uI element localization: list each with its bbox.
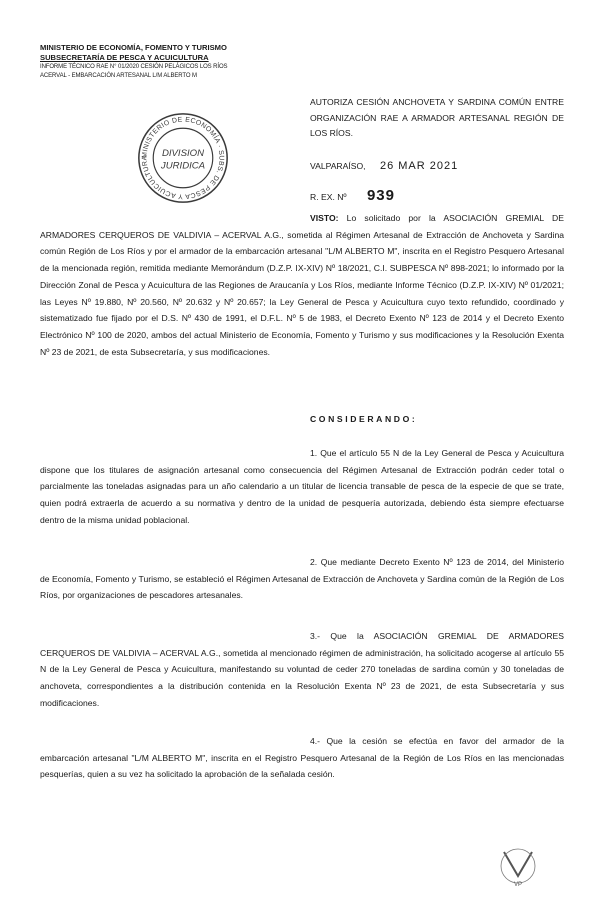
city-label: VALPARAÍSO, xyxy=(310,161,366,171)
resolution-label: R. EX. Nº xyxy=(310,192,347,202)
stamp-center-line2: JURIDICA xyxy=(160,160,206,172)
resolution-subject: AUTORIZA CESIÓN ANCHOVETA Y SARDINA COMÚN ENTRE ORGANIZACIÓN RAE A ARMADOR ARTESANAL REGIÓN DE LOS RÍOS. xyxy=(310,97,564,138)
logo-text: VP xyxy=(513,882,523,888)
subsecretaria-name: SUBSECRETARÍA DE PESCA Y ACUICULTURA xyxy=(40,53,209,62)
date-stamp: 26 MAR 2021 xyxy=(379,160,459,172)
resolution-number-line xyxy=(310,187,395,204)
considerando-item-4: 4.- Que la cesión se efectúa en favor del armador de la embarcación artesanal "L/M ALBERTO M", inscrita en el Registro Pesquero Artesanal de la Región de Los Ríos en las mencionadas pesquerías, quien a su vez ha solicitado la aprobación de la señalada cesión. xyxy=(40,736,564,780)
visto-text: Lo solicitado por la ASOCIACIÓN GREMIAL DE ARMADORES CERQUEROS DE VALDIVIA – ACERVAL A.G., sometida al Régimen Artesanal de Extracción de Anchoveta y Sardina común Región de Los Ríos y por el armador de la embarcación artesanal "L/M ALBERTO M", inscrita en el Registro Pesquero Artesanal de la mencionada región, remitida mediante Memorándum (D.Z.P. IX-XIV) Nº 18/2021, C.I. SUBPESCA Nº 898-2021; lo informado por la Dirección Zonal de Pesca y Acuicultura de las Regiones de Araucanía y Los Ríos, mediante Informe Técnico (D.Z.P. IX-XIV) Nº 01/2021; las Leyes Nº 19.880, Nº 20.560, Nº 20.632 y Nº 20.657; la Ley General de Pesca y Acuicultura cuyo texto refundido, coordinado y sistematizado fue fijado por el D.S. Nº 430 de 1991, el D.F.L. Nº 5 de 1983, el Decreto Exento Nº 123 de 2014 y el Decreto Exento Electrónico Nº 100 de 2020, ambos del actual Ministerio de Economía, Fomento y Turismo y sus modificaciones y la Resolución Exenta Nº 23 de 2021, de esta Subsecretaría, y sus modificaciones. xyxy=(40,213,564,357)
ministry-name: MINISTERIO DE ECONOMÍA, FOMENTO Y TURISMO xyxy=(40,43,227,52)
date-line xyxy=(310,160,458,172)
considerando-item-1: 1. Que el artículo 55 N de la Ley General de Pesca y Acuicultura dispone que los titulares de asignación artesanal como consecuencia del Régimen Artesanal de Extracción podrán ceder total o parcialmente las toneladas asignadas para un año calendario a un titular de licencia transable de pesca de la especie de que se trate, quien podrá extraerla de acuerdo a su normativa y dentro de la unidad de pesquería autorizada, debiendo ésta siempre efectuarse dentro de la misma unidad poblacional. xyxy=(40,448,564,525)
vessel-reference: ACERVAL - EMBARCACIÓN ARTESANAL L/M ALBERTO M xyxy=(40,73,197,79)
stamp-center-line1: DIVISION xyxy=(161,148,205,160)
legal-division-stamp xyxy=(135,110,231,206)
report-reference: INFORME TÉCNICO RAE N° 01/2020 CESIÓN PELÁGICOS LOS RÍOS xyxy=(40,64,228,70)
stamp-ring-text: MINISTERIO DE ECONOMÍA · SUBS. DE PESCA Y ACUICULTURA xyxy=(141,116,225,200)
considerando-heading: CONSIDERANDO: xyxy=(310,414,418,424)
considerando-item-3: 3.- Que la ASOCIACIÓN GREMIAL DE ARMADORES CERQUEROS DE VALDIVIA – ACERVAL A.G., sometida al mencionado régimen de administración, ha solicitado acogerse al artículo 55 N de la Ley General de Pesca y Acuicultura, manifestando su voluntad de ceder 270 toneladas de sardina común y 30 toneladas de anchoveta, correspondientes a la distribución contenida en la Resolución Exenta Nº 23 de 2021, de esta Subsecretaría y sus modificaciones. xyxy=(40,631,564,708)
considerando-item-2: 2. Que mediante Decreto Exento Nº 123 de 2014, del Ministerio de Economía, Fomento y Turismo, se estableció el Régimen Artesanal de Extracción de Anchoveta y Sardina común de la Región de Los Ríos, por organizaciones de pescadores artesanales. xyxy=(40,557,564,601)
initials-logo xyxy=(498,846,538,890)
ministry-header xyxy=(40,43,300,81)
resolution-number: 939 xyxy=(366,187,395,204)
visto-paragraph xyxy=(40,210,564,360)
visto-lead: VISTO: xyxy=(310,213,339,223)
